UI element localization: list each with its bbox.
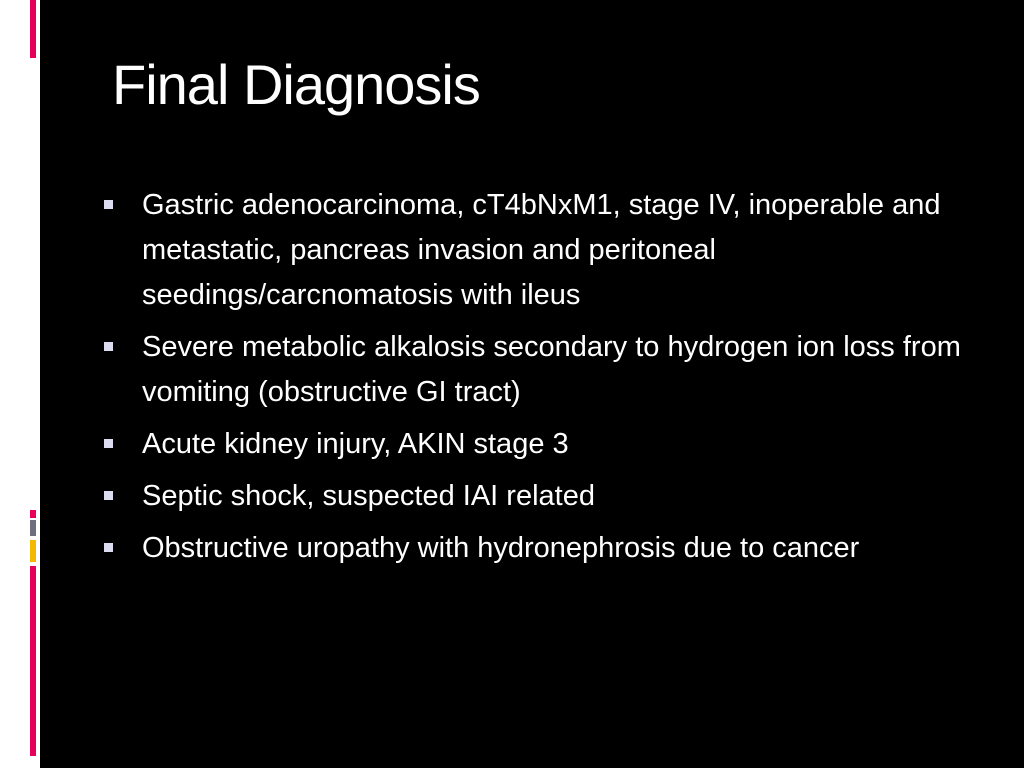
accent-bar-pink-long xyxy=(30,566,36,756)
accent-bar-pink-small xyxy=(30,510,36,518)
bullet-list xyxy=(104,183,984,578)
bullet-text: Obstructive uropathy with hydronephrosis due to cancer xyxy=(142,532,860,564)
bullet-item xyxy=(104,325,984,415)
bullet-text: Severe metabolic alkalosis secondary to hydrogen ion loss from vomiting (obstructive GI tract) xyxy=(142,331,961,408)
bullet-item xyxy=(104,183,984,318)
left-decorative-strip xyxy=(0,0,40,768)
bullet-text: Septic shock, suspected IAI related xyxy=(142,480,595,512)
accent-bar-pink-top xyxy=(30,0,36,58)
square-bullet-icon xyxy=(104,200,113,209)
bullet-text: Acute kidney injury, AKIN stage 3 xyxy=(142,428,569,460)
square-bullet-icon xyxy=(104,543,113,552)
bullet-item xyxy=(104,526,984,571)
bullet-item xyxy=(104,474,984,519)
square-bullet-icon xyxy=(104,439,113,448)
accent-bar-gray xyxy=(30,520,36,536)
square-bullet-icon xyxy=(104,491,113,500)
bullet-item xyxy=(104,422,984,467)
square-bullet-icon xyxy=(104,342,113,351)
accent-bar-yellow xyxy=(30,540,36,562)
slide-title: Final Diagnosis xyxy=(112,53,480,116)
bullet-text: Gastric adenocarcinoma, cT4bNxM1, stage IV, inoperable and metastatic, pancreas invasion and peritoneal seedings/carcnomatosis with ileus xyxy=(142,189,941,311)
